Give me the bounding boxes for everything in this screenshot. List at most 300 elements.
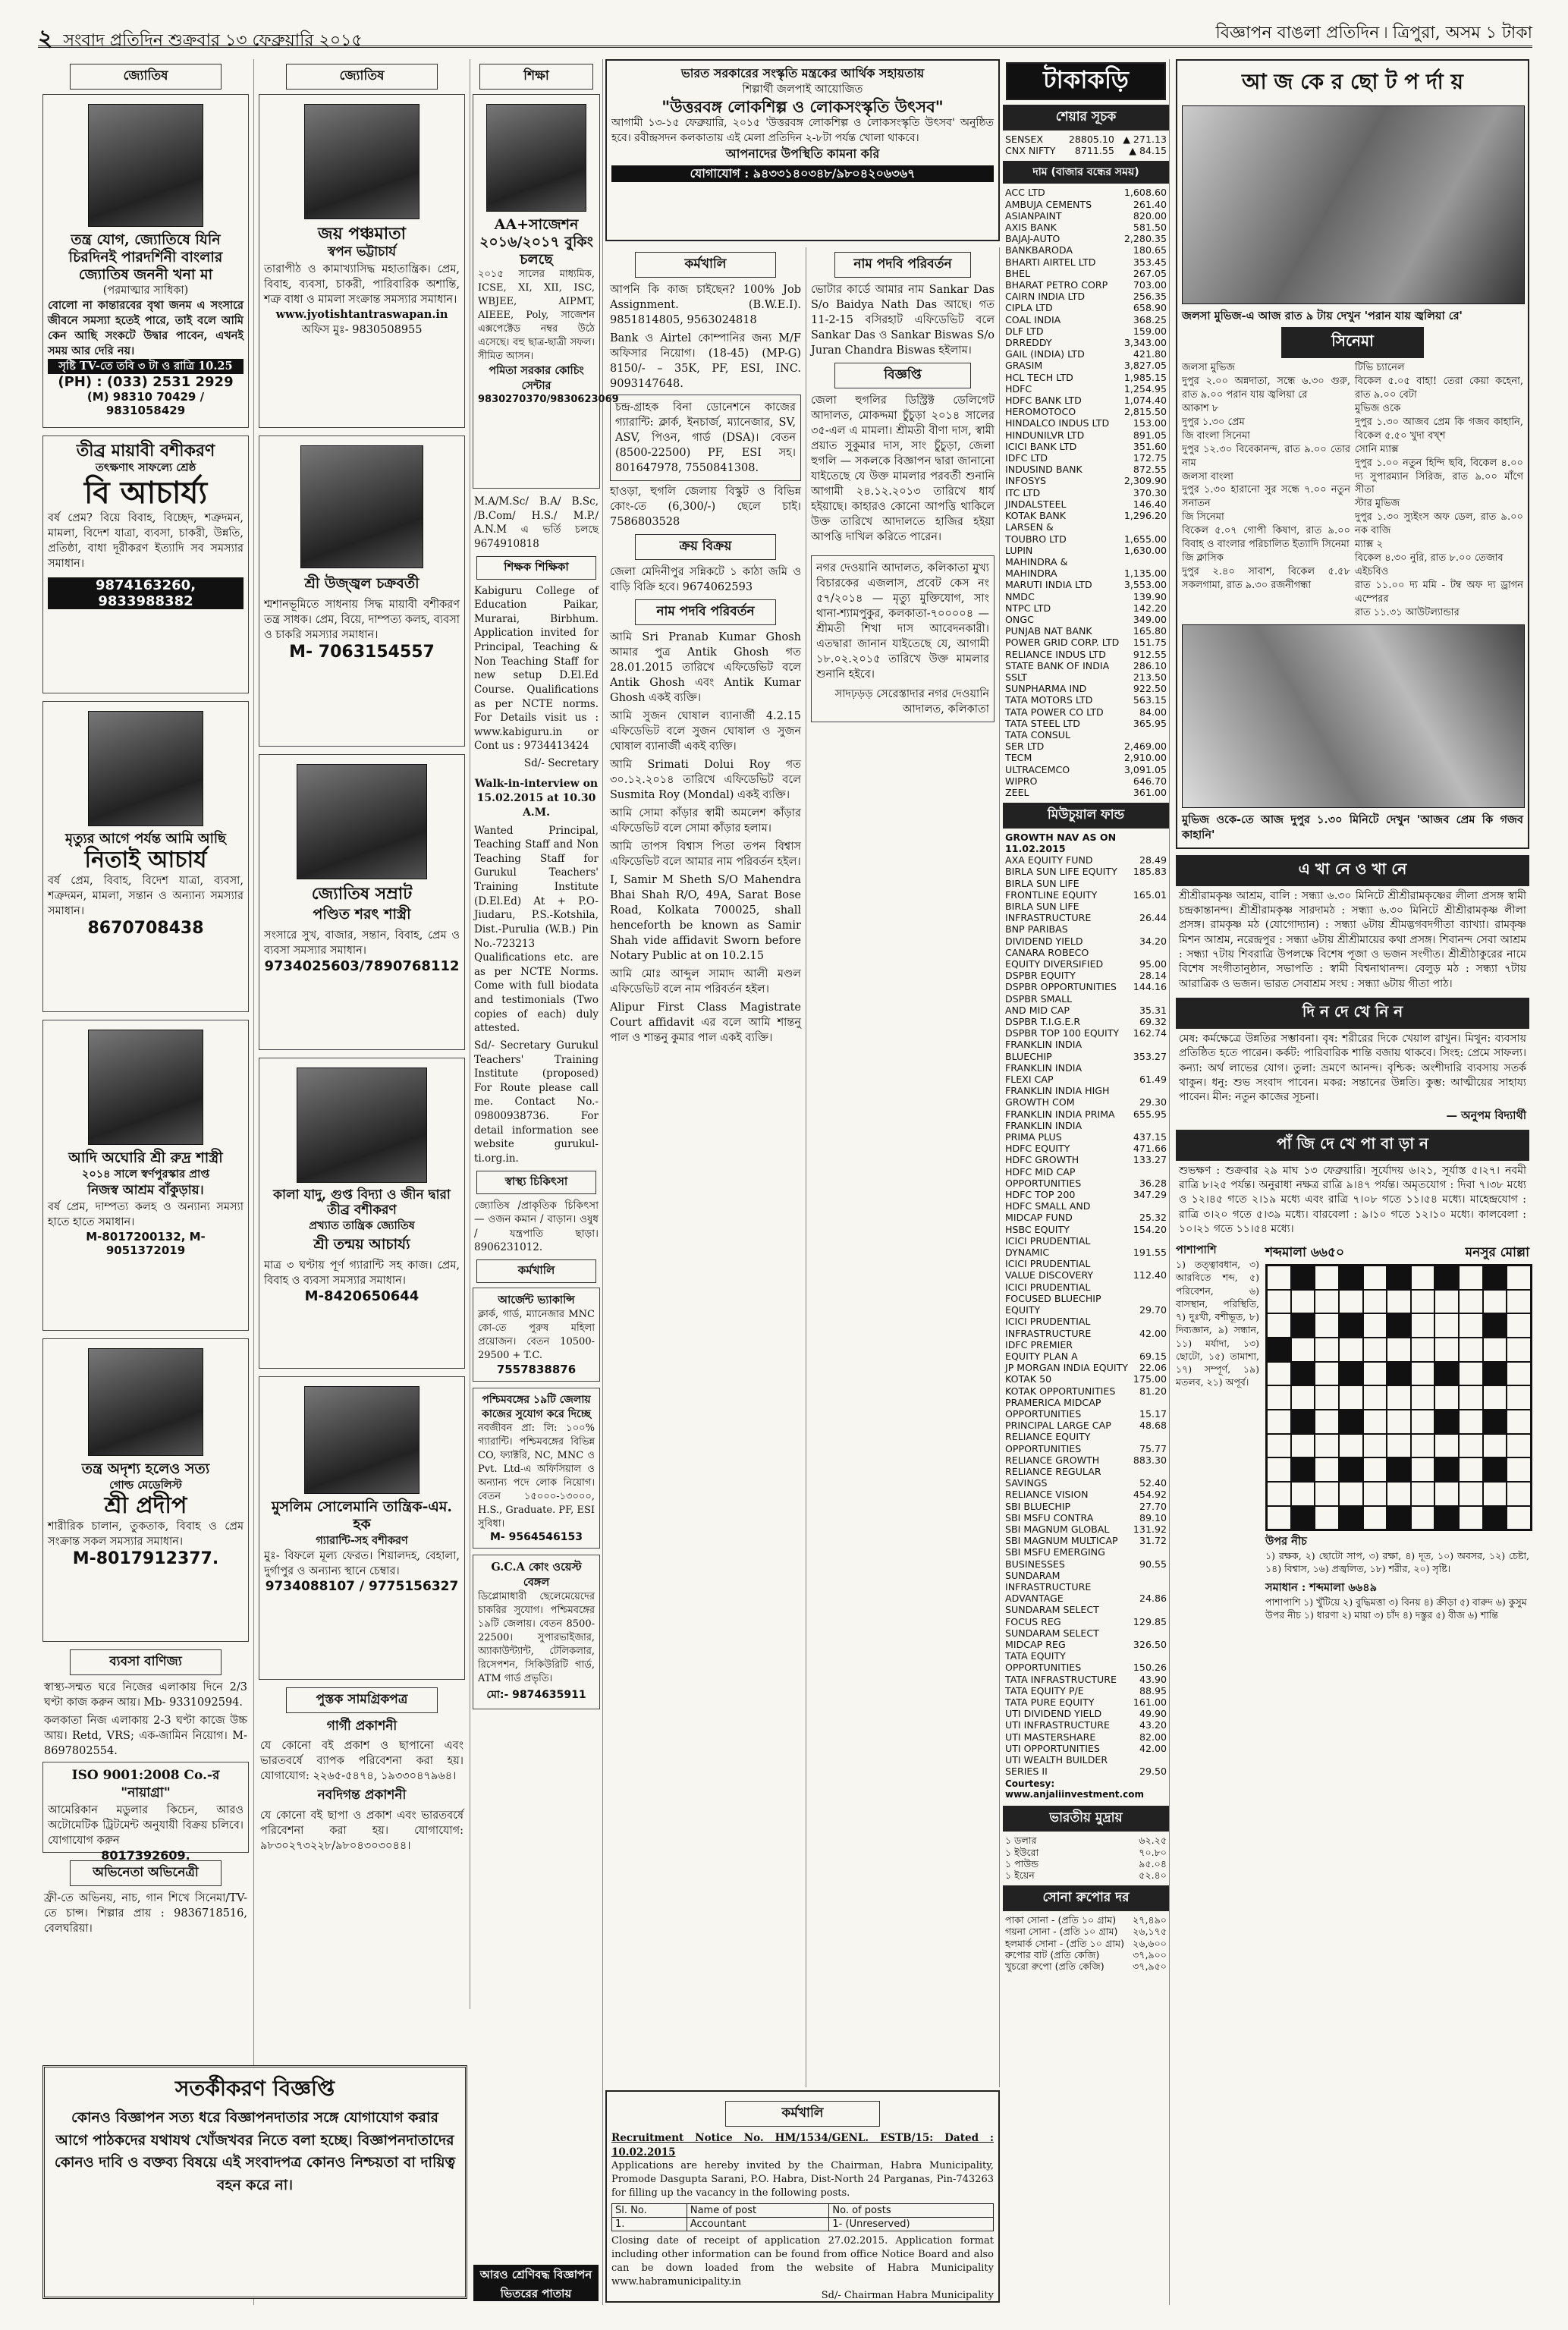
row-value: 1,296.20 [1123,510,1167,522]
table-row [1003,314,1169,325]
ad-body: বর্ষ প্রেম, বিবাহ, বিদেশ যাত্রা, ব্যবসা, শত্রুদমন, মামলা, সন্তান ও অন্যান্য সমস্যার সমাধান। [48,875,244,918]
table-row [1003,660,1169,671]
row-label: INFRASTRUCTURE [1005,1580,1092,1593]
table-row [1003,625,1169,637]
ad-title: G.C.A কোং ওয়েস্ট বেঙ্গল [491,1560,582,1589]
row-label: UTI INFRASTRUCTURE [1005,1719,1110,1731]
row-value: 1,630.00 [1123,544,1167,556]
classified-ad: হাওড়া, হুগলি জেলায় বিস্কুট ও বিভিন্ন কোং-তে (6,300/-) ছেলে চাই। 7586803528 [610,486,801,528]
row-value: 175.00 [1133,1373,1167,1385]
row-value: 69.32 [1139,1016,1167,1028]
row-label: DSPBR EQUITY [1005,970,1076,982]
table-row [1003,1235,1169,1247]
row-label: TOUBRO LTD [1005,533,1067,545]
row-value: 8711.55 [1074,145,1114,157]
classified-ad: জ্যোতিষ /প্রাকৃতিক চিকিৎসা — ওজন কমান / বাড়ান। ওষুধ / যন্ত্রপাতি ছাড়া। 8906231012. [474,1199,599,1254]
table-row [1003,1858,1169,1869]
ad-body: মুঃ- বিফলে মূল্য ফেরত। শিয়ালদহ, বেহালা, দুর্গাপুর ও অন্যান্য স্থানে চেম্বার। [264,1549,460,1577]
row-value: 353.45 [1133,256,1167,268]
advertiser-photo [88,1348,203,1456]
table-row [1003,683,1169,694]
crossword-cell [1291,1290,1315,1314]
page-number: ২ [38,25,53,52]
crossword-cell [1434,1338,1459,1362]
row-label: TATA CONSUL [1005,728,1071,741]
table-row [1003,187,1169,198]
table-row [1003,1293,1169,1304]
row-value: 1,135.00 [1123,568,1167,580]
row-label: OPPORTUNITIES [1005,1177,1082,1189]
ad-title: ISO 9001:2008 Co.-র "নায়াগ্রা" [71,1768,220,1801]
ad-name: শ্রী তন্ময় আচার্য্য [313,1235,410,1253]
row-value: 3,827.05 [1123,360,1167,372]
crossword-clues [1176,1243,1259,1621]
table-row [1003,372,1169,383]
row-value: 286.10 [1133,659,1167,671]
row-label: SBI MAGNUM GLOBAL [1005,1523,1110,1535]
row-value: 820.00 [1133,209,1167,222]
row-value [1131,1754,1169,1766]
row-value [1131,1258,1169,1269]
cinema-left: জলসা মুভিজ দুপুর ২.০০ অন্নদাতা, সন্ধে ৬.৩০ গুরু, রাত ৯.০০ পরান যায় জ্বলিয়া রে আকাশ ৮ দুপুর ১.৩০ প্রেম জি বাংলা সিনেমা দুপুর ১২.৩০ বিবেকানন্দ, রাত ৯.০০ তোর নাম জলসা বাংলা দুপুর ১.৩০ হারানো সুর সন্ধে ৭.০০ নতুন সনাতন জি সিনেমা বিকেল ৫.০৭ গোপী কিষাণ, রাত ৯.০০ বিবাহ ও বাংলার পরিচালিত ইত্যাদি সিনেমা জি ক্লাসিক দুপুর ২.৪০ সাবাশ, বিকেল ৫.৫৮ সকলগামা, রাত ৯.৩০ রজনীগন্ধা [1182,362,1350,591]
row-label: SBI MSFU CONTRA [1005,1511,1094,1523]
row-value: 112.40 [1133,1269,1167,1281]
row-label: UTI MASTERSHARE [1005,1731,1096,1743]
row-label: MAHINDRA & [1005,555,1068,568]
row-label: EQUITY DIVERSIFIED [1005,958,1104,970]
section-head: শিক্ষা [479,64,593,90]
table-row [1003,958,1169,970]
table-row [1003,279,1169,291]
row-label: ১ ইউরো [1005,1846,1039,1858]
crossword-cell [1315,1290,1339,1314]
ad-nitai-acharya [42,701,249,1012]
row-label: HCL TECH LTD [1005,371,1073,383]
table-row [1003,222,1169,233]
page-header [38,15,1532,52]
mutual-fund-table [1003,854,1169,1777]
ad-sub: প্রখ্যাত তান্ত্রিক জ্যোতিষ [309,1218,415,1232]
crossword-cell [1387,1506,1411,1530]
table-row [1003,1304,1169,1316]
row-label: GROWTH COM [1005,1096,1075,1108]
crossword-cell [1507,1506,1531,1530]
row-label: HDFC SMALL AND [1005,1200,1091,1212]
table-row [1003,1016,1169,1027]
advertiser-photo [88,104,203,227]
crossword-cell [1483,1290,1507,1314]
crossword-cell [1267,1338,1291,1362]
table-row [1003,878,1169,889]
row-label: HEROMOTOCO [1005,406,1076,418]
ad-title: পশ্চিমবঙ্গের ১৯টি জেলায় কাজের সুযোগ করে দিচ্ছে [482,1393,591,1421]
ad-khana-ma [42,94,249,428]
row-value [1122,556,1169,568]
row-label: PRIMA PLUS [1005,1131,1062,1143]
table-row [1003,337,1169,348]
table-row [1003,694,1169,706]
table-row [1003,1627,1169,1639]
ad-body: চন্দ্র-গ্রাহক বিনা ডোনেশনে কাজের গ্যারান্টি: ক্লার্ক, ইনচার্জ, ম্যানেজার, SV, ASV, পিওন, গার্ড (DSA)। বেতন (8500-22500) PF, ESI সহ। 801647978, 7550841308. [615,401,796,474]
row-value: 3,343.00 [1123,337,1167,349]
column-astrology-1 [38,59,254,2305]
crossword-cell [1363,1434,1387,1458]
crossword-cell [1291,1482,1315,1506]
crossword-cell [1291,1457,1315,1482]
sub-head-jobs: কর্মখালি [476,1259,597,1283]
row-label: খুচরো রুপো (প্রতি কেজি) [1005,1961,1105,1973]
table-row [1003,1616,1169,1627]
table-row [1003,866,1169,877]
table-row [1003,556,1169,568]
table-row [1003,1512,1169,1523]
row-label: SENSEX [1005,134,1043,145]
more-classifieds-banner: আরও শ্রেণিবদ্ধ বিজ্ঞাপন ভিতরের পাতায় [473,2265,599,2301]
crossword-cell [1315,1338,1339,1362]
row-label: POWER GRID CORP. LTD [1005,637,1120,649]
row-label: WIPRO [1005,775,1038,787]
currency-head: ভারতীয় মুদ্রায় [1003,1806,1169,1832]
row-value [1131,1281,1169,1293]
row-value [1131,878,1169,889]
ad-sign: Sd/- Secretary Gurukul Teachers' Training Institute (proposed) For Route please call me. Contact No.- 09800938736. For detail information see website gurukul-ti.org.in. [474,1039,599,1165]
ad-phone: মো:- 9874635911 [486,1688,586,1701]
crossword-cell [1459,1482,1483,1506]
row-label: MARUTI INDIA LTD [1005,579,1092,591]
advertiser-photo [486,104,586,212]
row-value: 146.40 [1133,498,1167,510]
table-row [1003,752,1169,763]
row-value [1131,1581,1169,1593]
table-row [1003,741,1169,752]
ad-body: ২০১৫ সালের মাধ্যমিক, ICSE, XI, XII, ISC, WBJEE, AIPMT, AIEEE, Poly, সাজেশন এক্সপেক্টেড নম্বর উঠে এসেছে। বহু ছাত্র-ছাত্রী সফল। সীমিত আসন। [478,269,595,363]
crossword-cell [1291,1410,1315,1434]
row-label: DIVIDEND YIELD [1005,935,1083,947]
table-row [1003,1120,1169,1131]
table-row [1003,1316,1169,1327]
folk-festival-ad [605,59,1000,241]
table-row [1003,1096,1169,1108]
row-value [1131,1397,1169,1408]
row-label: SUNPHARMA IND [1005,683,1087,695]
row-value: 43.20 [1139,1719,1167,1731]
table-row [1003,901,1169,912]
row-label: EQUITY PLAN A [1005,1350,1078,1362]
crossword-cell [1291,1313,1315,1338]
across-head: পাশাপাশি [1176,1244,1217,1257]
ad-phone: (PH) : (033) 2531 2929 [58,374,234,391]
table-row [1003,1062,1169,1074]
ad-sign: Sd/- Secretary [523,757,599,769]
row-label: GAIL (INDIA) LTD [1005,348,1085,360]
row-value: 27.70 [1139,1500,1167,1512]
row-value: 161.00 [1133,1696,1167,1708]
table-row [1003,1926,1169,1937]
advertiser-photo [88,1030,203,1145]
row-label: ACC LTD [1005,187,1045,199]
row-label: IDFC LTD [1005,452,1048,464]
crossword-cell [1363,1506,1387,1530]
ad-sub: গ্যারান্টি-সহ বশীকরণ [316,1533,408,1547]
table-row [1003,452,1169,464]
table-row [1003,464,1169,475]
row-value [1131,1293,1169,1304]
table-row [1003,729,1169,741]
panji-body: শুভক্ষণ : শুক্রবার ২৯ মাঘ ১৩ ফেব্রুয়ারি। সূর্যোদয় ৬।২১, সূর্যাস্ত ৫।২৭। নবমী রাত্রি ৮।২৫ পর্যন্ত। অনুরাধা নক্ষত্র রাত্রি ৯।৪৭ পর্যন্ত। অমৃতযোগ : দিবা ৭।৩৮ মধ্যে ও ১২।৪৫ গতে ২।১৯ মধ্যে এবং রাত্রি ৭।০৮ গতে ১১।৫৪ মধ্যে। মাহেন্দ্রযোগ : রাত্রি ৩।২০ গতে ৫।৩৯ মধ্যে। বারবেলা : ৯।১০ গতে ১২।১০ মধ্যে। কালবেলা : ১০।২১ গতে ১১।৫৪ মধ্যে। [1179,1164,1526,1235]
row-label: FRONTLINE EQUITY [1005,888,1098,901]
row-label: ১ ইয়েন [1005,1869,1035,1882]
ad-body: বোলো না কান্তারবের বৃথা জনম এ সংসারে জীবনে সমস্যা হতেই পারে, তাই বলে আমি কেন আছি সংকটে উদ্বার পাবেন, এখনই সময় আর দেরি নয়। [48,299,244,358]
table-row [1003,1085,1169,1096]
row-label: OPPORTUNITIES [1005,1442,1082,1454]
column-entertainment [1173,59,1532,2305]
crossword-cell [1434,1410,1459,1434]
row-label: TATA MOTORS LTD [1005,694,1093,706]
advertiser-photo [304,1386,419,1494]
table-cell: 1. [612,2218,687,2231]
film-still-2 [1182,624,1525,808]
table-row [1003,1593,1169,1604]
column-classifieds-2 [806,247,1000,2087]
table-row [1003,395,1169,406]
table-row [1003,981,1169,992]
row-label: ZEEL [1005,786,1029,798]
row-value: 361.00 [1133,786,1167,798]
column-markets [1003,59,1170,2305]
row-label: DRREDDY [1005,337,1052,349]
habra-recruitment-notice [605,2090,1000,2303]
table-row [1003,1339,1169,1351]
ad-phone: 9734088107 / 9775156327 [265,1578,459,1594]
ad-sub: গোল্ড মেডেলিস্ট [109,1478,182,1492]
row-label: HDFC MID CAP [1005,1165,1076,1178]
table-cell: 1- (Unreserved) [829,2218,994,2231]
table-row [1003,429,1169,441]
table-row [1003,1373,1169,1385]
table-row [1003,302,1169,313]
across-clues: ১) তত্ত্বাবধান, ৩) আরবিতে শব্দ, ৫) পরিবেশন, ৬) বাসস্থান, পরিস্থিতি, ৭) দুঃখী, বশীভূত, ৮) দিব্যজ্ঞান, ৯) সন্ধান, ১১) মর্যাদা, ১৩) ছোটো, ১৫) তামাশা, ১৭) সম্পূর্ণ, ১৯) মতলব, ২১) অপূর্ব। [1176,1259,1259,1388]
table-row [1003,1949,1169,1961]
row-value: 88.95 [1139,1684,1167,1696]
ad-swapan-bhattacharya [259,94,465,428]
crossword-cell [1363,1266,1387,1290]
table-row [1003,1604,1169,1615]
table-row [1003,1408,1169,1420]
table-row [1003,1212,1169,1223]
row-value: 454.92 [1133,1489,1167,1501]
row-label: KOTAK 50 [1005,1373,1052,1385]
section-head: জ্যোতিষ [286,64,438,90]
table-row [1003,1914,1169,1926]
row-value: 2,815.50 [1123,406,1167,418]
index-table [1003,134,1169,156]
row-value [1131,1627,1169,1639]
row-label: ITC LTD [1005,486,1041,498]
row-label: TATA PURE EQUITY [1005,1696,1095,1708]
table-row [1003,498,1169,510]
table-row [1003,1131,1169,1143]
crossword-cell [1483,1434,1507,1458]
row-label: SUNDARAM SELECT [1005,1627,1099,1639]
ad-no-donation [610,395,801,481]
row-value: 658.90 [1133,302,1167,314]
courtesy: Courtesy: www.anjaliinvestment.com [1005,1778,1144,1800]
row-label: ULTRACEMCO [1005,763,1070,775]
row-value: 34.20 [1139,935,1167,947]
row-value: 151.75 [1133,637,1167,649]
row-value: 185.83 [1133,866,1167,878]
row-label: BHARAT PETRO CORP [1005,279,1108,291]
row-label: ICICI PRUDENTIAL [1005,1281,1091,1293]
table-row [1003,1477,1169,1489]
classified-ad: Wanted Principal, Teaching Staff and Non Teaching Staff for Gurukul Teachers' Training Institute (D.El.Ed) At + P.O- Jiudaru, P.S.-Kotshila, Dist.-Purulia (W.B.) Pin No.-723213 Qualifications etc. are as per NCTE Norms. Come with full biodata and testimonials (Two copies of each) duly attested. [474,824,599,1035]
row-value: 922.50 [1133,683,1167,695]
row-value [1131,1235,1169,1247]
sub-head-health: স্বাস্থ্য চিকিৎসা [476,1171,597,1194]
row-label: HDFC EQUITY [1005,1143,1070,1155]
table-row [1003,1443,1169,1454]
ad-name: পমিতা সরকার কোচিং সেন্টার [489,363,584,392]
crossword-cell [1315,1362,1339,1386]
film-caption: জলসা মুভিজ-এ আজ রাত ৯ টায় দেখুন 'পরান যায় জ্বলিয়া রে' [1182,310,1463,322]
crossword-cell [1459,1313,1483,1338]
row-value: 89.10 [1139,1511,1167,1523]
row-label: TECM [1005,752,1032,764]
ad-rudra-shastri [42,1020,249,1331]
row-label: DYNAMIC [1005,1247,1050,1259]
crossword-cell [1411,1266,1435,1290]
row-label: INFRASTRUCTURE [1005,1327,1092,1339]
row-value: ২৬,১৭৫ [1133,1926,1167,1938]
publisher-name: গার্গী প্রকাশনী [326,1718,397,1734]
crossword-cell [1483,1482,1507,1506]
classified-ad: Kabiguru College of Education Paikar, Murarai, Birbhum. Application invited for Principal, Teaching & Non Teaching Staff for new setup D.El.Ed Course. Qualifications as per NCTE norms. For Details visit us : www.kabiguru.in or Cont us : 9734413424 [474,584,599,753]
row-value: 61.49 [1139,1074,1167,1086]
classified-ad: আমি সুজন ঘোষাল ব্যানার্জী 4.2.15 এফিডেভিট বলে সুজন ঘোষাল ও সুজন ঘোষাল ব্যানার্জী একই ব্যক্তি। [610,710,801,753]
crossword-cell [1267,1506,1291,1530]
row-label: FRANKLIN INDIA [1005,1119,1083,1131]
ad-m-haque [259,1376,465,1680]
table-row [1003,1281,1169,1293]
row-value: 43.90 [1139,1673,1167,1685]
row-value [1131,901,1169,912]
row-value: 28805.10 [1068,134,1114,145]
row-value: ▲ 271.13 [1123,134,1167,145]
row-label: HINDALCO INDUS LTD [1005,417,1110,429]
row-value: 370.30 [1133,486,1167,498]
table-row [1003,406,1169,417]
row-label: BNP PARIBAS [1005,923,1068,935]
table-row [1003,441,1169,452]
table-row [1003,383,1169,395]
crossword-cell [1434,1266,1459,1290]
crossword-cell [1483,1338,1507,1362]
crossword-cell [1411,1338,1435,1362]
table-row [1003,1247,1169,1258]
currency-table [1003,1835,1169,1881]
crossword-cell [1339,1434,1363,1458]
ad-phone: 7557838876 [496,1362,577,1376]
row-value: 24.86 [1139,1593,1167,1605]
crossword-cell [1507,1266,1531,1290]
table-row [1003,1719,1169,1731]
table-row [1003,1708,1169,1719]
section-head-jobs: কর্মখালি [635,252,777,278]
row-value: 144.16 [1133,981,1167,993]
ad-website[interactable]: www.jyotishtantraswapan.in [275,307,448,321]
rashi-body: মেষ: কর্মক্ষেত্রে উন্নতির সম্ভাবনা। বৃষ: শরীরের দিকে খেয়াল রাখুন। মিথুন: ব্যবসায় প্রতিষ্ঠিত হতে পারেন। কর্কট: পারিবারিক শান্তি বজায় থাকবে। সিংহ: প্রেমে সাফল্য। কন্যা: অর্থ লাভের যোগ। তুলা: ভ্রমণে আনন্দ। বৃশ্চিক: অংশীদারি ব্যবসায় সতর্ক থাকুন। ধনু: শুভ সংবাদ পাবেন। মকর: সন্তানের উন্নতি। কুম্ভ: আত্মীয়ের সাহায্য পাবেন। মীন: নতুন কাজের সূচনা। [1179,1033,1526,1104]
crossword-cell [1267,1385,1291,1410]
table-row [1003,1431,1169,1442]
row-value: 326.50 [1133,1638,1167,1650]
row-value: 129.85 [1133,1615,1167,1627]
advertiser-photo [88,711,203,826]
row-label: CIPLA LTD [1005,302,1053,314]
row-label: STATE BANK OF INDIA [1005,659,1110,671]
row-label: ১ পাউন্ড [1005,1857,1039,1869]
crossword-cell [1291,1266,1315,1290]
classified-ad: ফ্রী-তে অভিনয়, নাচ, গান শিখে সিনেমা/TV-তে চান্স। শিল্পার প্রায় : 9836718516, বেলঘরিয়া। [44,1892,247,1935]
ad-phone: 9734025603/7890768112 [264,958,460,975]
crossword-cell [1411,1290,1435,1314]
ad-body: ডিপ্লোমাধারী ছেলেমেয়েদের চাকরির সুযোগ। পশ্চিমবঙ্গের ১৯টি জেলায়। বেতন 8500-22500। সুপারভাইজার, অ্যাকাউন্ট্যান্ট, টেলিকলার, রিসেপশন, সিকিউরিটি গার্ড, ATM গার্ড প্রভৃতি। [478,1590,595,1684]
notice-body: Applications are hereby invited by the Chairman, Habra Municipality, Promode Dasgupta Sarani, P.O. Habra, Dist-North 24 Parganas, Pin-743263 for filling up the vacancy in the following posts. [611,2160,994,2200]
crossword-cell [1267,1482,1291,1506]
sub-head-teachers: শিক্ষক শিক্ষিকা [476,556,597,580]
table-row [1003,602,1169,614]
takakori-logo: টাকাকড়ি [1006,62,1166,100]
crossword-cell [1387,1290,1411,1314]
ad-name: স্বপন ভট্টাচার্য [327,244,397,260]
crossword-cell [1387,1266,1411,1290]
ad-phone: 8670708438 [87,919,204,939]
table-row [1003,889,1169,901]
row-label: BIRLA SUN LIFE [1005,900,1079,912]
row-value: 42.00 [1139,1742,1167,1754]
crossword-cell [1363,1482,1387,1506]
crossword-cell [1459,1457,1483,1482]
table-row [1003,1961,1169,1972]
table-row [1003,637,1169,648]
advertiser-photo [297,764,427,879]
table-row [1003,475,1169,486]
row-value [1131,1604,1169,1615]
ad-title: তীব্র মায়াবী বশীকরণ [76,441,215,461]
row-value: 162.74 [1133,1027,1167,1039]
crossword-cell [1507,1434,1531,1458]
crossword-cell [1459,1434,1483,1458]
ad-body: শ্মশানভূমিতে সাধনায় সিদ্ধ মায়াবী বশীকরণ তন্ত্র সাধক। প্রেম, বিয়ে, দাম্পত্য কলহ, ব্যবসা ও চাকরি সমস্যার সমাধান। [264,599,460,641]
crossword-cell [1339,1313,1363,1338]
ad-name: নিতাই আচার্য [84,846,207,873]
crossword-cell [1267,1434,1291,1458]
row-value [1131,1166,1169,1178]
row-value: ৭০.৮০ [1139,1846,1167,1858]
solution-down: উপর নীচ ১) ধারণা ২) মায়া ৩) চাঁদ ৪) দস্তুর ৫) বীজ ৬) শান্তি [1265,1608,1499,1621]
crossword-cell [1434,1434,1459,1458]
row-value [1131,1062,1169,1074]
classified-ad: আমি সোমা কাঁড়ার স্বামী অমলেশ কাঁড়ার এফিডেভিট বলে সোমা কাঁড়ার হলাম। [610,807,801,835]
row-value: 165.80 [1133,625,1167,637]
row-label: AMBUJA CEMENTS [1005,198,1092,210]
crossword-cell [1339,1266,1363,1290]
row-label: TATA STEEL LTD [1005,717,1080,729]
row-value: 267.05 [1133,267,1167,279]
row-label: COAL INDIA [1005,313,1061,325]
table-row [1003,233,1169,244]
row-value: 35.31 [1139,1004,1167,1016]
ad-name: পণ্ডিত শরৎ শাস্ত্রী [313,906,411,923]
